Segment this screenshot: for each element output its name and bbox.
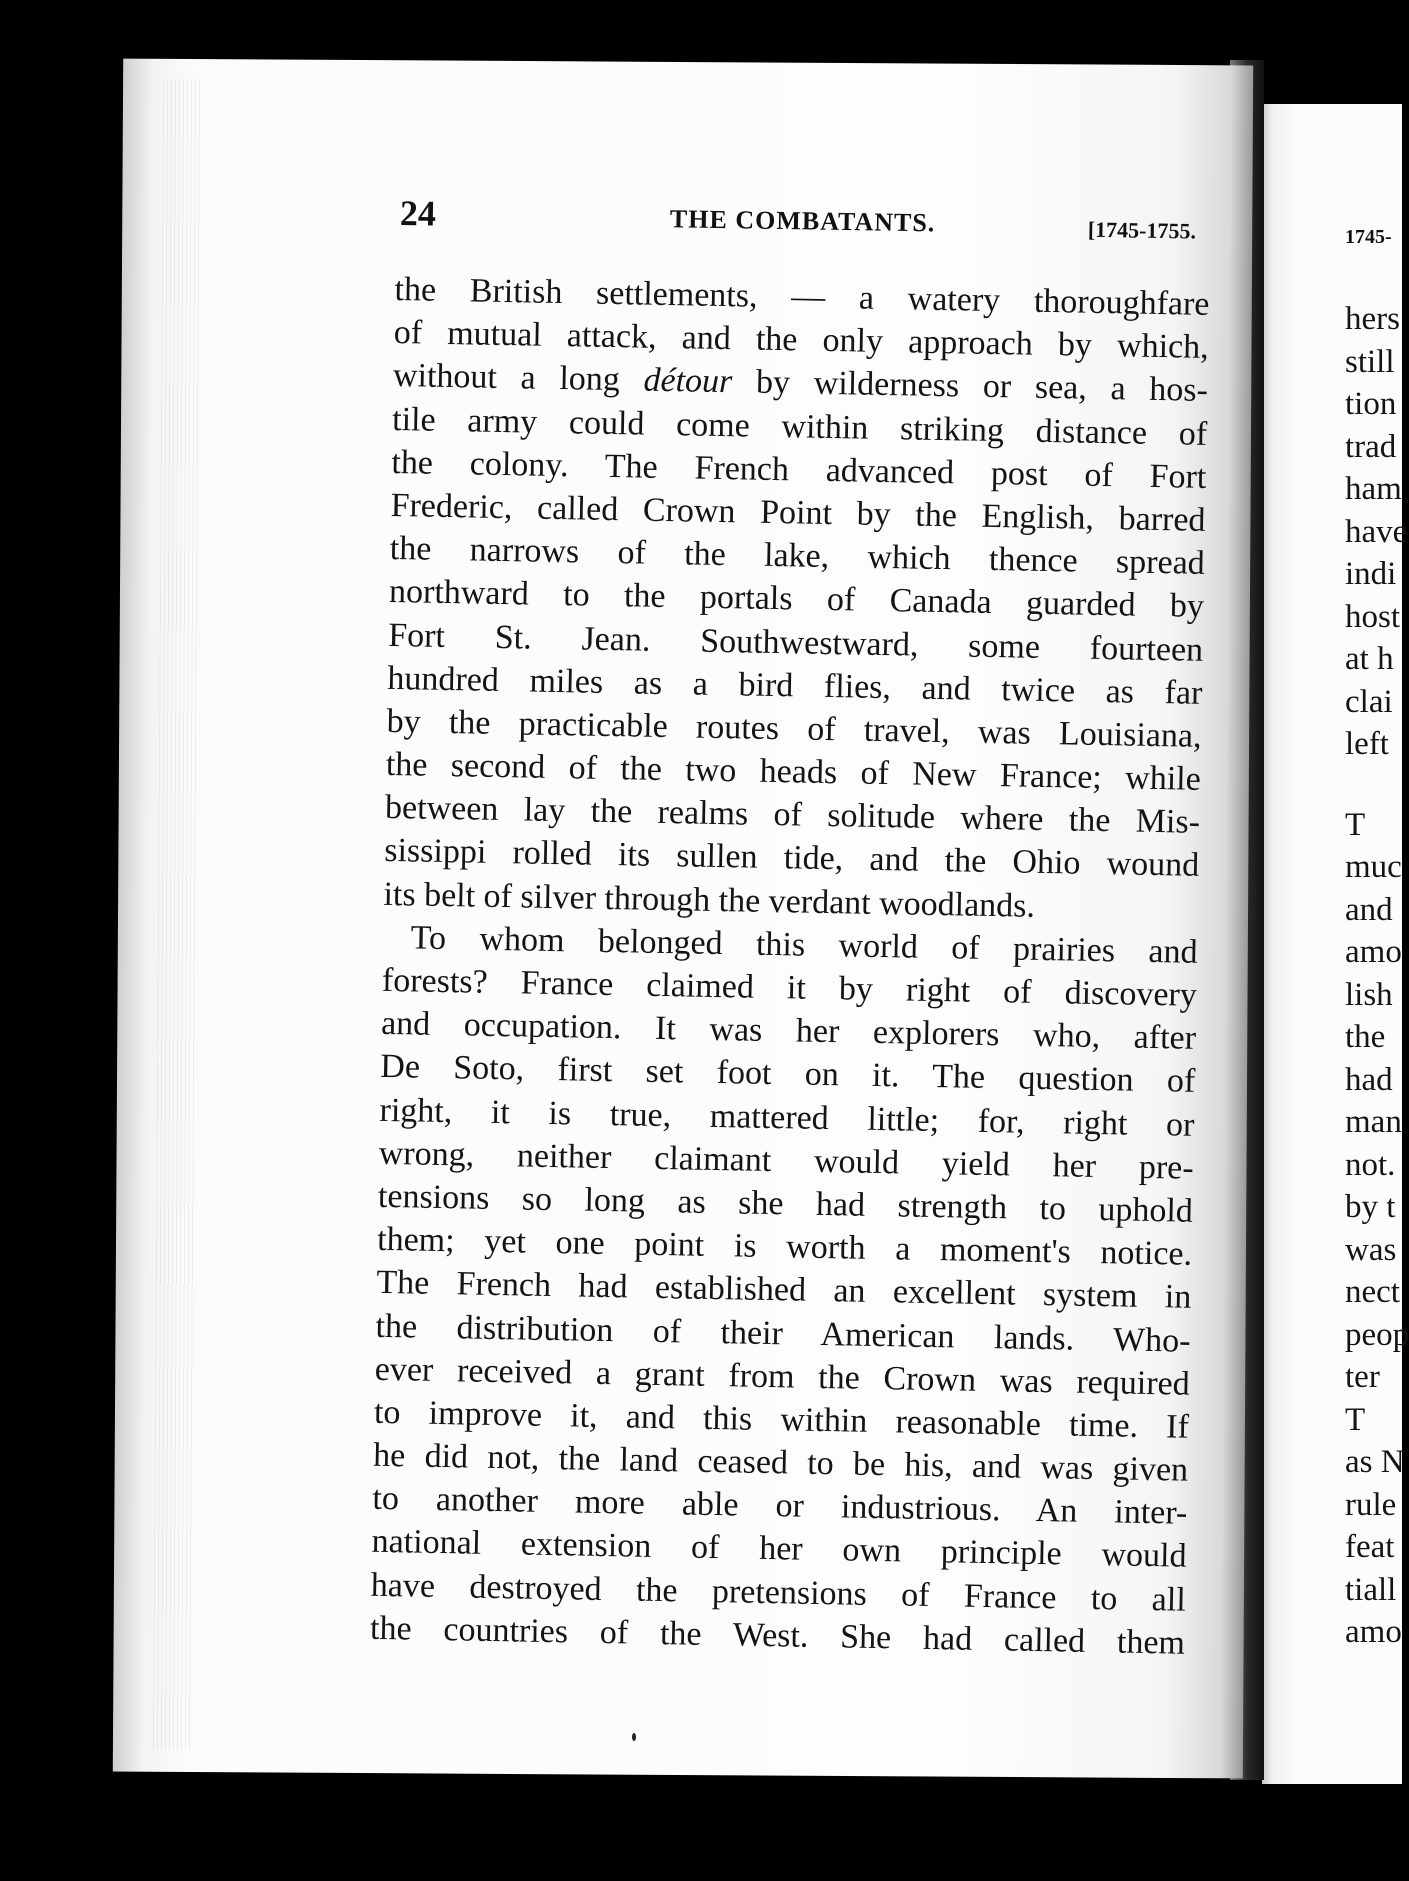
text-line-content: them; yet one point is worth a moment's notice.	[376, 1220, 1193, 1273]
text-line-content: The French had established an excellent system in	[376, 1264, 1192, 1317]
right-text-fragment: indi	[1345, 556, 1397, 592]
text-line-content: To whom belonged this world of prairies and	[410, 919, 1198, 971]
text-line-content: tensions so long as she had strength to uphold	[377, 1177, 1194, 1230]
right-text-fragment: by t	[1345, 1189, 1396, 1225]
right-text-fragment: host	[1345, 598, 1401, 635]
text-line-content: he did not, the land ceased to be his, and was given	[372, 1436, 1189, 1489]
italic-word: détour	[643, 361, 733, 401]
text-line-content: by wilderness or sea, a hos-	[732, 363, 1209, 410]
right-text-fragment: had	[1345, 1061, 1393, 1098]
right-text-fragment: peop	[1345, 1316, 1409, 1353]
text-line-content: to another more able or industrious. An inter-	[372, 1480, 1188, 1532]
text-line-content: the countries of the West. She had called them	[369, 1609, 1186, 1662]
right-text-fragment: tion	[1345, 386, 1397, 422]
text-line-content: national extension of her own principle would	[371, 1523, 1187, 1576]
text-line-content: forests? France claimed it by right of discovery	[381, 961, 1198, 1014]
right-text-fragment: T	[1345, 1401, 1366, 1438]
text-line-content: De Soto, first set foot on it. The question of	[380, 1048, 1196, 1101]
right-text-fragment: amo	[1345, 1614, 1402, 1650]
text-line-content: the colony. The French advanced post of Fort	[391, 443, 1207, 496]
right-text-fragment: clai	[1345, 683, 1393, 720]
text-line-content: have destroyed the pretensions of France to all	[370, 1566, 1187, 1619]
text-line-content: without a long	[392, 357, 644, 399]
right-text-fragment: feat	[1345, 1529, 1395, 1565]
text-line-content: Fort St. Jean. Southwestward, some fourteen	[387, 616, 1204, 669]
text-line-content: tile army could come within striking distance of	[391, 400, 1208, 453]
text-line-content: to improve it, and this within reasonable time. If	[373, 1393, 1190, 1446]
right-text-fragment: tiall	[1345, 1571, 1397, 1608]
right-page-text	[1345, 298, 1409, 1654]
right-text-fragment: T	[1345, 806, 1366, 843]
right-text-fragment: was	[1345, 1231, 1397, 1268]
text-line-content: Frederic, called Crown Point by the English, barred	[390, 486, 1206, 539]
right-text-fragment: amo	[1345, 934, 1402, 970]
right-text-fragment: man	[1345, 1104, 1402, 1140]
text-line-content: hundred miles as a bird flies, and twice as far	[387, 659, 1203, 712]
text-line-content: wrong, neither claimant would yield her pre-	[378, 1134, 1194, 1187]
text-line-content: northward to the portals of Canada guarded by	[388, 573, 1205, 626]
right-text-fragment: muc	[1345, 849, 1402, 885]
right-page-date-range: 1745-	[1345, 226, 1392, 248]
page-edge-stack	[153, 79, 203, 1749]
right-text-fragment: the	[1345, 1019, 1386, 1055]
text-line-content: its belt of silver through the verdant woodlands.	[383, 875, 1036, 925]
right-text-fragment: not.	[1345, 1146, 1396, 1183]
text-line-content: right, it is true, mattered little; for, right or	[379, 1091, 1195, 1144]
right-text-fragment: ham	[1345, 471, 1402, 507]
right-text-fragment: still	[1345, 343, 1395, 380]
body-text	[370, 268, 1210, 1665]
text-line-content: the second of the two heads of New France; while	[385, 745, 1202, 798]
right-text-fragment: hers	[1345, 301, 1400, 337]
text-line-content: sissippi rolled its sullen tide, and the Ohio wound	[383, 832, 1200, 885]
right-text-fragment: trad	[1345, 428, 1397, 465]
text-line-content: and occupation. It was her explorers who, after	[380, 1005, 1197, 1057]
running-title: THE COMBATANTS.	[669, 204, 936, 238]
right-text-fragment: ter	[1345, 1359, 1380, 1395]
text-line-content: by the practicable routes of travel, was Louisiana,	[386, 702, 1202, 755]
right-text-fragment: at h	[1345, 641, 1394, 677]
page-number: 24	[399, 193, 437, 234]
right-text-fragment: have	[1345, 513, 1408, 550]
print-speck	[632, 1733, 636, 1741]
text-line-content: the British settlements, — a watery thoroughfare	[394, 270, 1210, 323]
text-line-content: ever received a grant from the Crown was required	[374, 1350, 1191, 1403]
text-line-content: the narrows of the lake, which thence spread	[389, 530, 1206, 583]
right-text-fragment: left	[1345, 726, 1389, 762]
right-text-fragment: rule	[1345, 1486, 1397, 1523]
right-text-fragment: nect	[1345, 1274, 1400, 1310]
date-range: [1745-1755.	[1087, 216, 1197, 244]
text-line-content: of mutual attack, and the only approach by which,	[393, 314, 1210, 367]
text-line-content: between lay the realms of solitude where the Mis-	[384, 789, 1201, 842]
text-line-content: the distribution of their American lands. Who-	[375, 1307, 1191, 1360]
right-text-fragment: and	[1345, 891, 1393, 928]
right-text-fragment: as N	[1345, 1444, 1405, 1480]
right-text-fragment: lish	[1345, 976, 1393, 1013]
